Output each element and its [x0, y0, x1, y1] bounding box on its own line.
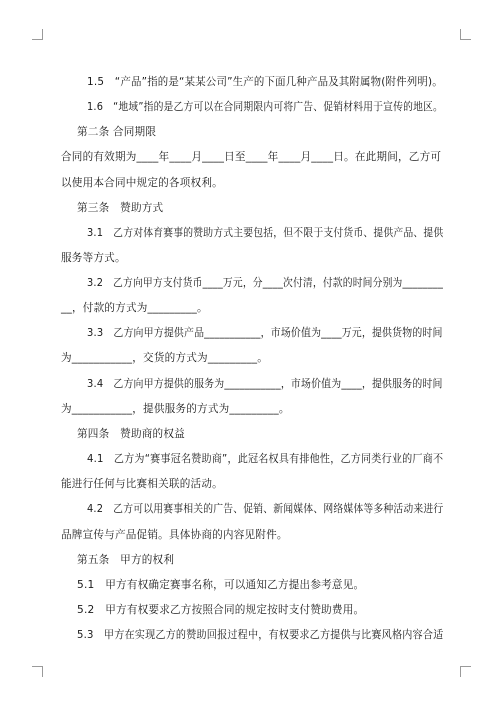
clause-3-1-line-1: 3.1 乙方对体育赛事的赞助方式主要包括，但不限于支付货币、提供产品、提供	[87, 227, 444, 239]
clause-4-1-line-2: 能进行任何与比赛相关联的活动。	[61, 478, 223, 490]
article-5-heading: 第五条 甲方的权利	[77, 554, 175, 566]
clause-3-3-line-2: 为___________，交货的方式为_________。	[61, 352, 269, 364]
article-4-heading: 第四条 赞助商的权益	[77, 428, 185, 440]
clause-4-1-line-1: 4.1 乙方为“赛事冠名赞助商”，此冠名权具有排他性，乙方同类行业的厂商不	[87, 453, 444, 465]
clause-1-5: 1.5 “产品”指的是“某某公司”生产的下面几种产品及其附属物(附件列明)。	[87, 76, 443, 88]
article-2-text-line-2: 以使用本合同中规定的各项权利。	[61, 177, 223, 189]
clause-5-1: 5.1 甲方有权确定赛事名称，可以通知乙方提出参考意见。	[77, 579, 365, 591]
clause-4-2-line-1: 4.2 乙方可以用赛事相关的广告、促销、新闻媒体、网络媒体等多种活动来进行	[87, 503, 444, 515]
clause-3-2-line-2: __，付款的方式为_________。	[61, 302, 208, 314]
article-3-heading: 第三条 赞助方式	[77, 202, 164, 214]
clause-5-3: 5.3 甲方在实现乙方的赞助回报过程中，有权要求乙方提供与比赛风格内容合适	[77, 629, 444, 641]
article-2-text-line-1: 合同的有效期为____年____月____日至____年____月____日。在此期间，乙方可	[61, 151, 442, 163]
clause-3-1-line-2: 服务等方式。	[61, 252, 126, 264]
clause-3-4-line-2: 为___________，提供服务的方式为_________。	[61, 403, 290, 415]
article-2-heading: 第二条 合同期限	[77, 126, 157, 138]
clause-3-3-line-1: 3.3 乙方向甲方提供产品___________，市场价值为____万元，提供货物的时间	[87, 327, 443, 339]
clause-5-2: 5.2 甲方有权要求乙方按照合同的规定按时支付赞助费用。	[77, 604, 365, 616]
clause-3-2-line-1: 3.2 乙方向甲方支付货币____万元，分____次付清，付款的时间分别为________	[87, 277, 444, 289]
clause-1-6: 1.6 “地域”指的是乙方可以在合同期限内可将广告、促销材料用于宣传的地区。	[87, 101, 444, 113]
clause-4-2-line-2: 品牌宣传与产品促销。具体协商的内容见附件。	[61, 529, 288, 541]
clause-3-4-line-1: 3.4 乙方向甲方提供的服务为___________，市场价值为____，提供服务的时间	[87, 378, 443, 390]
